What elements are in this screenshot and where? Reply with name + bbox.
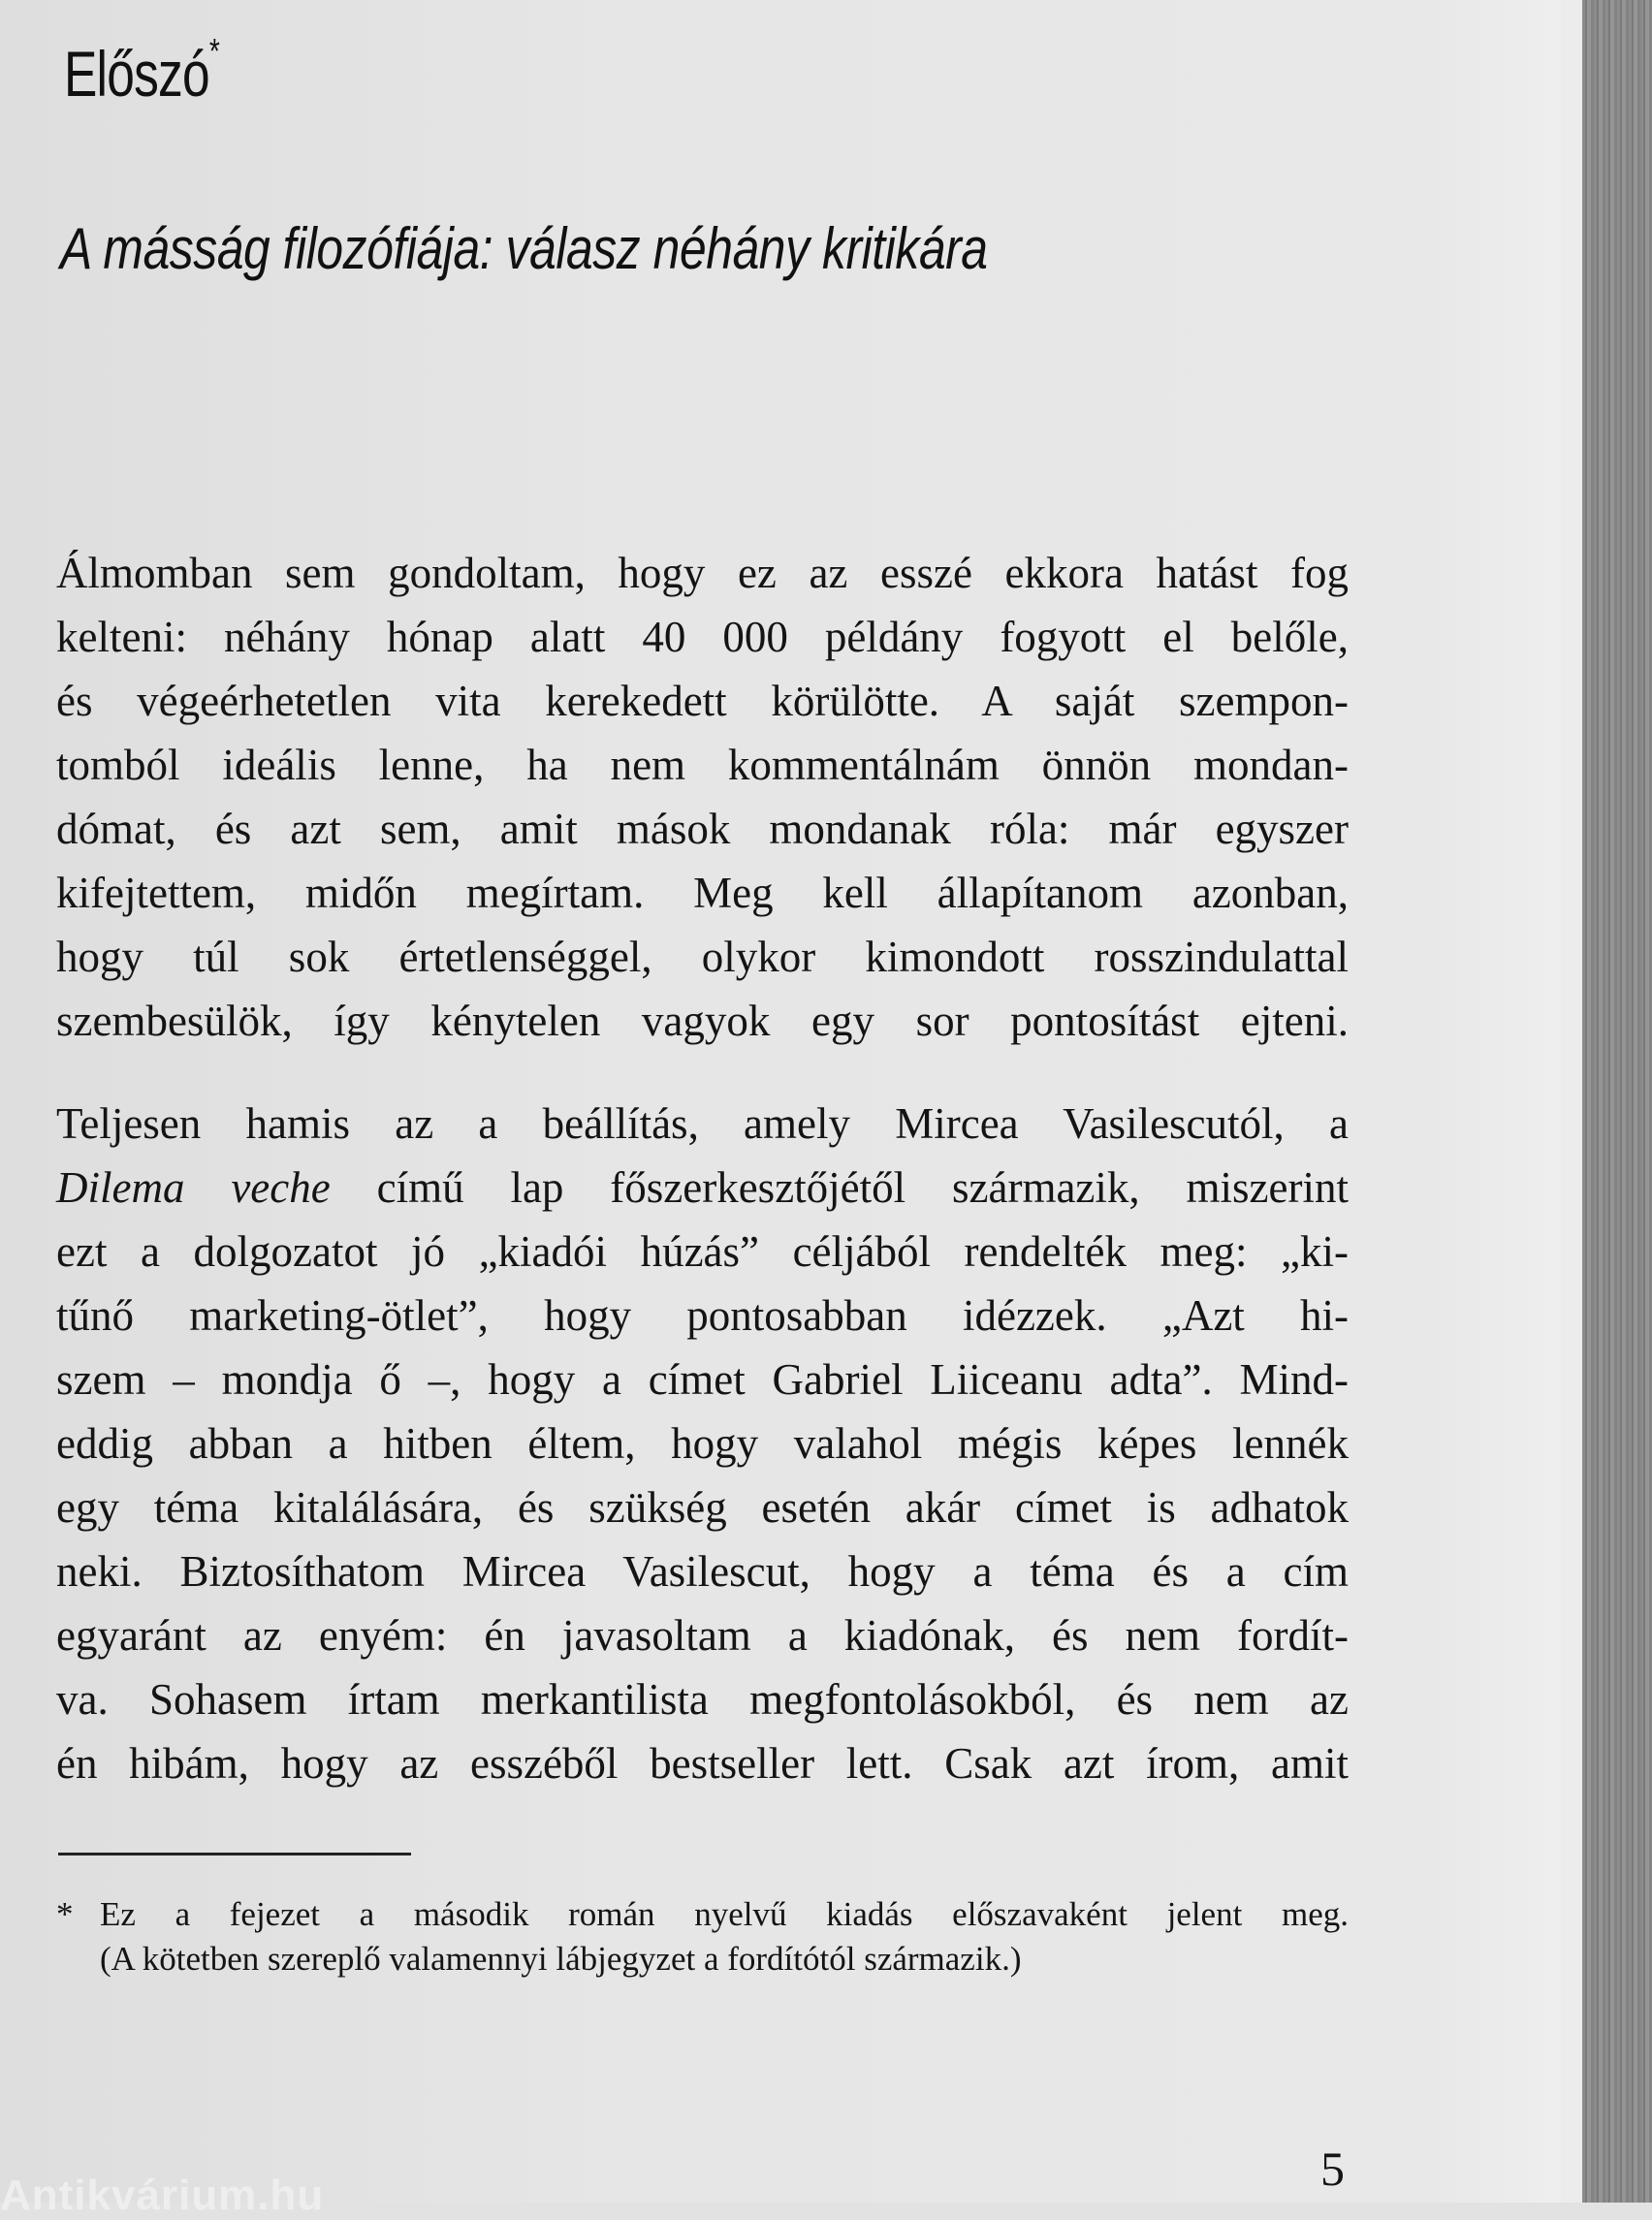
footnote-text <box>100 1892 1349 1982</box>
chapter-title: A másság filozófiája: válasz néhány kritikára <box>60 216 988 281</box>
page-edge <box>1561 0 1584 2203</box>
footnote-marker: * <box>208 31 219 71</box>
text-line: egyaránt az enyém: én javasoltam a kiadónak, és nem fordít- <box>56 1611 1349 1660</box>
text-line: neki. Biztosíthatom Mircea Vasilescut, hogy a téma és a cím <box>56 1547 1349 1596</box>
text-line: tomból ideális lenne, ha nem kommentálnám önnön mondan- <box>56 741 1349 789</box>
text-line: Álmomban sem gondoltam, hogy ez az esszé ekkora hatást fog <box>56 549 1349 597</box>
text-line: eddig abban a hitben éltem, hogy valahol mégis képes lennék <box>56 1419 1349 1468</box>
text-line: tűnő marketing-ötlet”, hogy pontosabban idézzek. „Azt hi- <box>56 1291 1349 1340</box>
chapter-heading <box>64 31 219 111</box>
text-line <box>56 1156 1349 1220</box>
text-line: én hibám, hogy az esszéből bestseller lett. Csak azt írom, amit <box>56 1739 1349 1788</box>
text-line: kelteni: néhány hónap alatt 40 000 példány fogyott el belőle, <box>56 613 1349 661</box>
text-line: szem – mondja ő –, hogy a címet Gabriel Liiceanu adta”. Mind- <box>56 1355 1349 1404</box>
text-line: egy téma kitalálására, és szükség esetén akár címet is adhatok <box>56 1483 1349 1532</box>
text-line-rest: című lap főszerkesztőjétől származik, miszerint <box>330 1163 1349 1212</box>
paragraph-2 <box>56 1092 1349 1795</box>
footnote-line: Ez a fejezet a második román nyelvű kiadás előszavaként jelent meg. <box>100 1895 1349 1933</box>
page-number: 5 <box>1320 2141 1345 2196</box>
footnote-line: (A kötetben szereplő valamennyi lábjegyzet a fordítótól származik.) <box>100 1940 1022 1978</box>
text-line: Teljesen hamis az a beállítás, amely Mircea Vasilescutól, a <box>56 1099 1349 1148</box>
text-line: szembesülök, így kénytelen vagyok egy sor pontosítást ejteni. <box>56 997 1349 1045</box>
footnote-divider <box>58 1853 411 1855</box>
book-spine-background <box>1582 0 1652 2203</box>
journal-title: Dilema veche <box>56 1163 331 1212</box>
text-line: hogy túl sok értetlenséggel, olykor kimondott rosszindulattal <box>56 933 1349 981</box>
watermark: Antikvárium.hu <box>0 2172 325 2219</box>
paragraph-1 <box>56 541 1349 1053</box>
text-line: dómat, és azt sem, amit mások mondanak róla: már egyszer <box>56 805 1349 853</box>
text-line: ezt a dolgozatot jó „kiadói húzás” céljából rendelték meg: „ki- <box>56 1227 1349 1276</box>
footnote-marker: * <box>56 1895 74 1933</box>
text-line: va. Sohasem írtam merkantilista megfontolásokból, és nem az <box>56 1675 1349 1724</box>
text-line: és végeérhetetlen vita kerekedett körülötte. A saját szempon- <box>56 677 1349 725</box>
text-line: kifejtettem, midőn megírtam. Meg kell állapítanom azonban, <box>56 869 1349 917</box>
chapter-label: Előszó <box>64 38 209 110</box>
